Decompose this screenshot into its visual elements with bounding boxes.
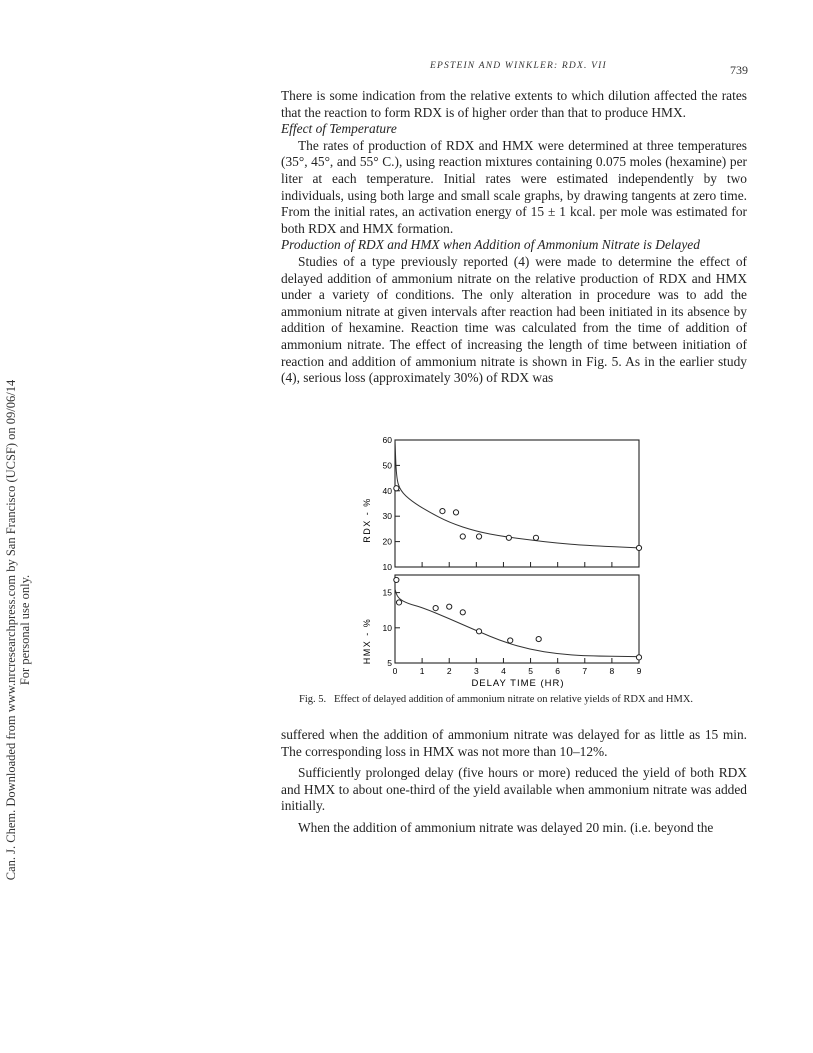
hmx-data-point xyxy=(508,638,513,643)
rdx-data-point xyxy=(394,486,399,491)
hmx-panel xyxy=(362,575,642,689)
hmx-data-point xyxy=(433,605,438,610)
rdx-data-point xyxy=(453,510,458,515)
x-tick-label: 1 xyxy=(419,666,425,676)
x-tick-label: 9 xyxy=(636,666,642,676)
rdx-y-tick-label: 10 xyxy=(382,562,392,572)
figure-caption xyxy=(281,694,747,706)
rdx-y-tick-label: 50 xyxy=(382,460,392,471)
download-watermark xyxy=(4,230,32,1030)
hmx-y-tick-label: 15 xyxy=(382,587,392,598)
watermark-line-2: For personal use only. xyxy=(18,574,32,686)
hmx-data-point xyxy=(396,600,401,605)
x-tick-label: 7 xyxy=(582,666,588,676)
hmx-plot-frame xyxy=(395,575,639,663)
figure-5-chart xyxy=(355,435,675,693)
x-tick-label: 4 xyxy=(501,666,506,676)
hmx-data-point xyxy=(394,577,399,582)
hmx-data-point xyxy=(636,655,641,660)
body-text-bottom xyxy=(281,727,747,842)
hmx-fit-curve xyxy=(395,589,639,657)
x-tick-label: 8 xyxy=(609,666,615,676)
rdx-y-tick-label: 60 xyxy=(382,435,392,445)
hmx-y-axis-label: HMX - % xyxy=(362,617,372,665)
rdx-data-point xyxy=(460,534,465,539)
caption-label: Fig. 5. xyxy=(299,694,327,705)
watermark-line-1: Can. J. Chem. Downloaded from www.nrcresearchpress.com by San Francisco (UCSF) on 09/06/14 xyxy=(4,379,18,881)
hmx-data-point xyxy=(460,610,465,615)
hmx-data-point xyxy=(476,629,481,634)
paragraph-twenty-minutes: When the addition of ammonium nitrate was delayed 20 min. (i.e. beyond the xyxy=(298,819,714,835)
x-tick-label: 6 xyxy=(555,666,561,676)
hmx-data-point xyxy=(536,636,541,641)
rdx-data-point xyxy=(440,509,445,514)
hmx-y-tick-label: 10 xyxy=(382,622,392,633)
rdx-y-tick-label: 30 xyxy=(382,511,392,522)
rdx-data-point xyxy=(506,535,511,540)
running-head: EPSTEIN AND WINKLER: RDX. VII xyxy=(430,61,607,71)
rdx-y-tick-label: 20 xyxy=(382,536,392,547)
rdx-plot-frame xyxy=(395,440,639,567)
heading-delayed-addition: Production of RDX and HMX when Addition of Ammonium Nitrate is Delayed xyxy=(281,237,700,253)
hmx-y-tick-label: 5 xyxy=(387,658,392,668)
rdx-fit-curve xyxy=(395,440,639,548)
rdx-y-tick-label: 40 xyxy=(382,485,392,496)
x-tick-label: 2 xyxy=(446,666,452,676)
paragraph-loss: suffered when the addition of ammonium nitrate was delayed for as little as 15 min. The corresponding loss in HMX was not more than 10–12%. xyxy=(281,727,747,759)
rdx-y-axis-label: RDX - % xyxy=(362,497,372,543)
paragraph-temperature: The rates of production of RDX and HMX were determined at three temperatures (35°, 45°, and 55° C.), using reaction mixtures containing 0.075 moles (hexamine) per liter at each temperature. Initial rates were estimated independently by two individuals, using both large and small scale graphs, by drawing tangents at zero time. From the initial rates, an activation energy of 15 ± 1 kcal. per mole was estimated for both RDX and HMX formation. xyxy=(281,137,747,236)
heading-temperature: Effect of Temperature xyxy=(281,121,397,137)
paragraph-prolonged-delay: Sufficiently prolonged delay (five hours or more) reduced the yield of both RDX and HMX to about one-third of the yield available when ammonium nitrate was added initially. xyxy=(281,765,747,814)
paragraph-dilution: There is some indication from the relative extents to which dilution affected the rates that the reaction to form RDX is of higher order than that to produce HMX. xyxy=(281,88,747,120)
x-tick-label: 5 xyxy=(528,666,533,676)
page-number: 739 xyxy=(730,63,748,77)
rdx-data-point xyxy=(533,535,538,540)
x-tick-label: 0 xyxy=(392,666,398,676)
rdx-data-point xyxy=(636,545,641,550)
x-axis-label: DELAY TIME (HR) xyxy=(471,678,565,689)
body-text-top xyxy=(281,88,747,387)
rdx-panel xyxy=(362,435,642,572)
hmx-data-point xyxy=(447,604,452,609)
x-tick-label: 3 xyxy=(473,666,479,676)
rdx-data-point xyxy=(476,534,481,539)
caption-text: Effect of delayed addition of ammonium nitrate on relative yields of RDX and HMX. xyxy=(334,694,694,705)
paragraph-delayed-addition: Studies of a type previously reported (4) were made to determine the effect of delayed addition of ammonium nitrate on the relative production of RDX and HMX under a variety of conditions. The only alteration in procedure was to add the ammonium nitrate at given intervals after reaction had been initiated in its absence by addition of hexamine. Reaction time was calculated from the time of addition of ammonium nitrate. The effect of increasing the length of time between initiation of reaction and addition of ammonium nitrate is shown in Fig. 5. As in the earlier study (4), serious loss (approximately 30%) of RDX was xyxy=(281,253,747,386)
